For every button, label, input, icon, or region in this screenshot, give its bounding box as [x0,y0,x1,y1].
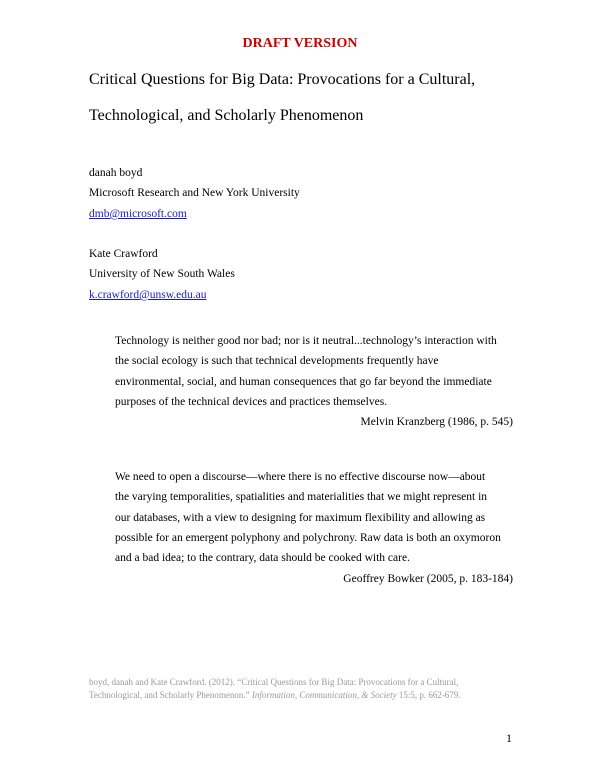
citation-journal: Information, Communication, & Society [251,690,397,700]
epigraph-2-line: possible for an emergent polyphony and polychrony. Raw data is both an oxymoron [115,532,501,544]
author-name: danah boyd [89,167,143,179]
author-name: Kate Crawford [89,248,158,260]
paper-title-line-2: Technological, and Scholarly Phenomenon [89,107,364,124]
citation-line-2 [89,689,461,702]
citation-line-1: boyd, danah and Kate Crawford. (2012). “Critical Questions for Big Data: Provocations for a Cultural, [89,677,459,687]
epigraph-1-line: environmental, social, and human consequences that go far beyond the immediate [115,376,492,388]
citation-volume-pages: 15:5, p. 662-679. [398,690,461,700]
epigraph-2-line: our databases, with a view to designing for maximum flexibility and allowing as [115,512,486,524]
author-email-link[interactable]: dmb@microsoft.com [89,208,187,220]
epigraph-1-line: purposes of the technical devices and practices themselves. [115,396,388,408]
epigraph-1-attribution: Melvin Kranzberg (1986, p. 545) [360,416,513,428]
draft-version-label: DRAFT VERSION [242,36,358,51]
epigraph-1-line: the social ecology is such that technical developments frequently have [115,355,439,367]
author-email-link[interactable]: k.crawford@unsw.edu.au [89,289,207,301]
page-number: 1 [506,731,512,745]
epigraph-1-line: Technology is neither good nor bad; nor is it neutral...technology’s interaction with [115,335,497,347]
epigraph-2-attribution: Geoffrey Bowker (2005, p. 183-184) [343,573,513,585]
author-affiliation: University of New South Wales [89,268,235,280]
epigraph-2-line: We need to open a discourse—where there is no effective discourse now—about [115,471,486,483]
citation-title-end: Technological, and Scholarly Phenomenon.” [89,690,250,700]
paper-title-line-1: Critical Questions for Big Data: Provocations for a Cultural, [89,71,476,88]
author-affiliation: Microsoft Research and New York University [89,187,300,199]
epigraph-2-line: the varying temporalities, spatialities and materialities that we might represent in [115,491,488,503]
citation-footer [89,676,461,702]
epigraph-2-line: and a bad idea; to the contrary, data should be cooked with care. [115,552,410,564]
